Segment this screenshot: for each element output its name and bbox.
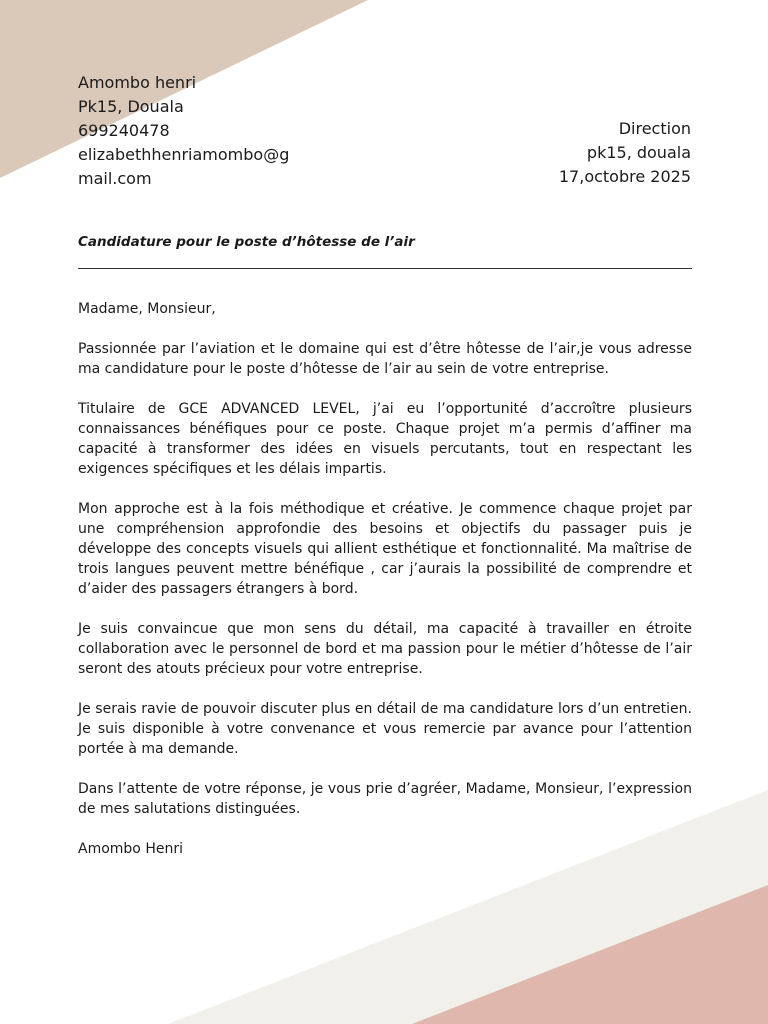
sender-email-line2: mail.com bbox=[78, 169, 152, 188]
paragraph-5: Je serais ravie de pouvoir discuter plus en détail de ma candidature lors d’un entretien. Je suis disponible à votre convenance et vous remercie par avance pour l’attention portée à ma demande. bbox=[78, 701, 692, 757]
paragraph-1: Passionnée par l’aviation et le domaine qui est d’être hôtesse de l’air,je vous adresse ma candidature pour le poste d’hôtesse de l’air au sein de votre entreprise. bbox=[78, 341, 692, 377]
sender-phone: 699240478 bbox=[78, 121, 170, 140]
sender-address: Pk15, Douala bbox=[78, 97, 184, 116]
paragraph-3: Mon approche est à la fois méthodique et créative. Je commence chaque projet par une compréhension approfondie des besoins et objectifs du passager puis je développe des concepts visuels qui allient esthétique et fonctionnalité. Ma maîtrise de trois langues peuvent mettre bénéfique , car j’aurais la possibilité de comprendre et d’aider des passagers étrangers à bord. bbox=[78, 501, 692, 597]
sender-block bbox=[78, 71, 289, 191]
sender-email-line1: elizabethhenriamombo@g bbox=[78, 145, 290, 164]
recipient-line2: pk15, douala bbox=[586, 143, 691, 162]
letter-date: 17,octobre 2025 bbox=[558, 167, 691, 186]
letter-subject: Candidature pour le poste d’hôtesse de l’air bbox=[78, 234, 415, 250]
subject-divider bbox=[78, 268, 692, 269]
paragraph-4: Je suis convaincue que mon sens du détail, ma capacité à travailler en étroite collaboration avec le personnel de bord et ma passion pour le métier d’hôtesse de l’air seront des atouts précieux pour votre entreprise. bbox=[78, 621, 692, 677]
recipient-block bbox=[559, 117, 691, 189]
signature: Amombo Henri bbox=[78, 841, 183, 857]
sender-name: Amombo henri bbox=[78, 73, 197, 92]
recipient-line1: Direction bbox=[618, 119, 691, 138]
paragraph-6: Dans l’attente de votre réponse, je vous prie d’agréer, Madame, Monsieur, l’expression de mes salutations distinguées. bbox=[78, 781, 692, 817]
letter-body bbox=[78, 299, 692, 879]
salutation: Madame, Monsieur, bbox=[78, 301, 216, 317]
paragraph-2: Titulaire de GCE ADVANCED LEVEL, j’ai eu l’opportunité d’accroître plusieurs connaissances bénéfiques pour ce poste. Chaque projet m’a permis d’affiner ma capacité à transformer des idées en visuels percutants, tout en respectant les exigences spécifiques et les délais impartis. bbox=[78, 401, 692, 477]
